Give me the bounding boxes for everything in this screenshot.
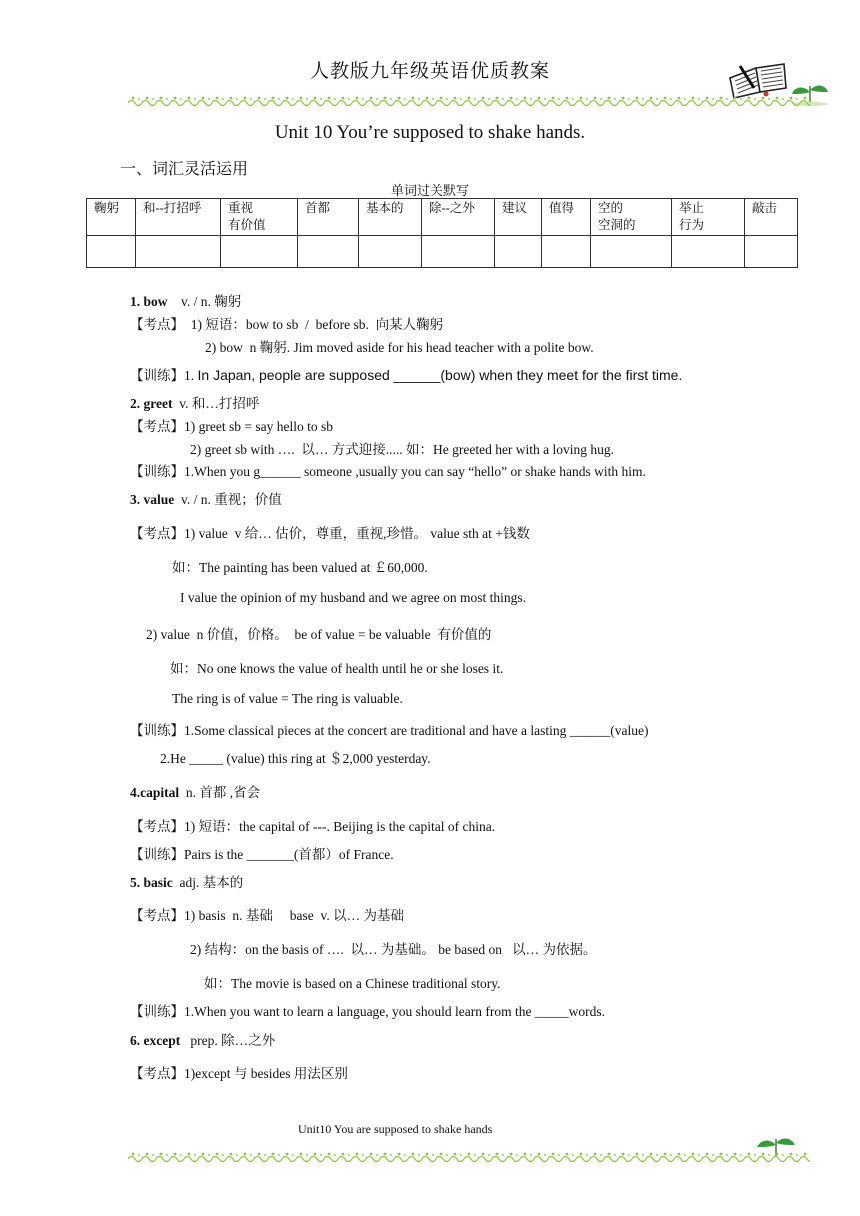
exercise-line: 【训练】1.When you want to learn a language, you should learn from the _____words.	[130, 1004, 606, 1019]
answer-cell[interactable]	[221, 236, 298, 268]
text-line: 【考点】1) value v 给… 估价，尊重，重视,珍惜。 value sth at +钱数	[130, 526, 530, 541]
text-line: 【考点】1) basis n. 基础 base v. 以… 为基础	[130, 908, 404, 923]
entry-heading: 3. value v. / n. 重视；价值	[130, 492, 282, 507]
exercise-line: 2.He _____ (value) this ring at ＄2,000 yesterday.	[160, 751, 431, 766]
answer-cell[interactable]	[672, 236, 745, 268]
text-line: 如：The painting has been valued at ￡60,000.	[172, 560, 428, 575]
entry-heading: 5. basic adj. 基本的	[130, 875, 244, 890]
table-header-row	[87, 199, 798, 236]
table-header-cell: 鞠躬	[87, 199, 136, 236]
header-vine-divider	[128, 94, 810, 108]
section-heading: 一、词汇灵活运用	[120, 161, 249, 178]
answer-cell[interactable]	[298, 236, 359, 268]
table-answer-row	[87, 236, 798, 268]
footer-vine-divider	[128, 1150, 810, 1164]
answer-cell[interactable]	[542, 236, 591, 268]
entry-heading: 1. bow v. / n. 鞠躬	[130, 294, 242, 309]
table-header-cell: 和--打招呼	[136, 199, 221, 236]
exercise-line: 【训练】1.When you g______ someone ,usually you can say “hello” or shake hands with him.	[130, 464, 646, 479]
table-header-cell: 值得	[542, 199, 591, 236]
text-line: 2) 结构：on the basis of …. 以… 为基础。 be based on 以… 为依据。	[190, 942, 597, 957]
text-line: 如：No one knows the value of health until he or she loses it.	[170, 661, 504, 676]
table-header-cell: 除--之外	[422, 199, 495, 236]
entry-heading: 2. greet v. 和…打招呼	[130, 396, 260, 411]
text-line: 【考点】1)except 与 besides 用法区别	[130, 1066, 348, 1081]
answer-cell[interactable]	[87, 236, 136, 268]
entry-heading: 4.capital n. 首都 ,省会	[130, 785, 261, 800]
text-line: 2) greet sb with …. 以… 方式迎接..... 如：He greeted her with a loving hug.	[190, 442, 615, 457]
answer-cell[interactable]	[136, 236, 221, 268]
answer-cell[interactable]	[591, 236, 672, 268]
answer-cell[interactable]	[422, 236, 495, 268]
vocab-table	[86, 198, 798, 268]
table-header-cell: 建议	[495, 199, 542, 236]
header-title: 人教版九年级英语优质教案	[309, 61, 550, 82]
table-header-cell: 敲击	[745, 199, 798, 236]
exercise-line: 【训练】Pairs is the _______(首都）of France.	[130, 847, 394, 862]
table-caption: 单词过关默写	[390, 183, 469, 198]
footer-text: Unit10 You are supposed to shake hands	[298, 1122, 493, 1136]
exercise-line: 【训练】1.Some classical pieces at the concert are traditional and have a lasting ______(value)	[130, 723, 649, 738]
answer-cell[interactable]	[745, 236, 798, 268]
text-line: 【考点】 1) 短语：bow to sb / before sb. 向某人鞠躬	[130, 317, 444, 332]
table-header-cell: 首都	[298, 199, 359, 236]
text-line: The ring is of value = The ring is valuable.	[172, 691, 403, 706]
table-header-cell: 空的 空洞的	[591, 199, 672, 236]
text-line: 2) value n 价值，价格。 be of value = be valuable 有价值的	[146, 627, 492, 642]
table-header-cell: 举止 行为	[672, 199, 745, 236]
answer-cell[interactable]	[495, 236, 542, 268]
exercise-line: 【训练】1. In Japan, people are supposed ______(bow) when they meet for the first time.	[130, 367, 683, 383]
table-header-cell: 重视 有价值	[221, 199, 298, 236]
text-line: I value the opinion of my husband and we agree on most things.	[180, 590, 527, 605]
answer-cell[interactable]	[359, 236, 422, 268]
text-line: 【考点】1) greet sb = say hello to sb	[130, 419, 333, 434]
entry-heading: 6. except prep. 除…之外	[130, 1033, 276, 1048]
table-header-cell: 基本的	[359, 199, 422, 236]
text-line: 如：The movie is based on a Chinese traditional story.	[204, 976, 501, 991]
text-line: 【考点】1) 短语：the capital of ---. Beijing is the capital of china.	[130, 819, 496, 834]
text-line: 2) bow n 鞠躬. Jim moved aside for his head teacher with a polite bow.	[205, 340, 594, 355]
document-title: Unit 10 You’re supposed to shake hands.	[274, 122, 586, 143]
